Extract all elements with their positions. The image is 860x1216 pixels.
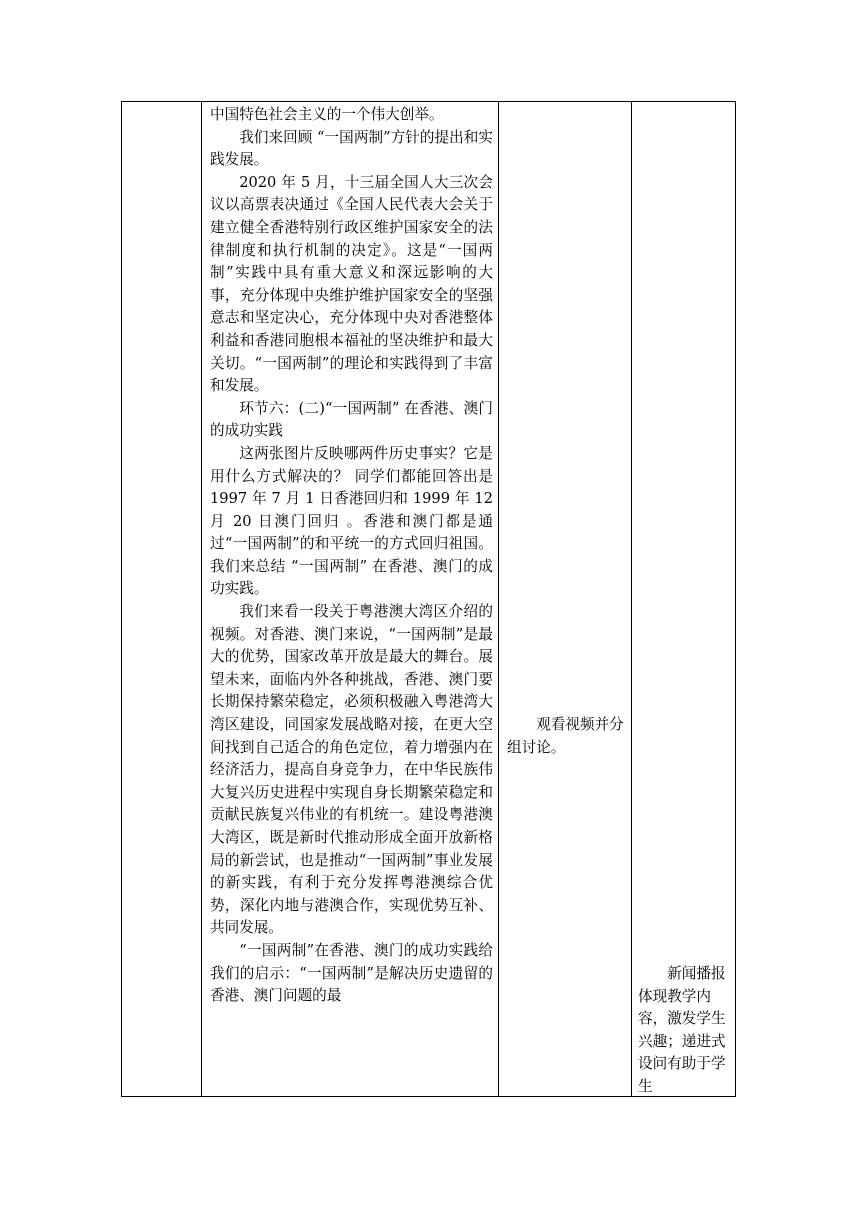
table-cell-design-intent [632, 102, 737, 1096]
process-paragraph: 这两张图片反映哪两件历史事实？它是用什么方式解决的？ 同学们都能回答出是 1997 年 7 月 1 日香港回归和 1999 年 12 月 20 日澳门回归 。香港和澳门都是通过“一国两制”的和平统一的方式回归祖国。我们来总结 “一国两制” 在香港、澳门的成功实践。 [210, 444, 493, 598]
design-intent-paragraph: 新闻播报体现教学内容，激发学生兴趣；递进式设问有助于学生 [638, 965, 726, 1095]
process-paragraph: 我们来看一段关于粤港澳大湾区介绍的视频。对香港、澳门来说，“一国两制”是最大的优势，国家改革开放是最大的舞台。展望未来，面临内外各种挑战，香港、澳门要长期保持繁荣稳定，必须积极融入粤港湾大湾区建设，同国家发展战略对接，在更大空间找到自己适合的角色定位，着力增强内在经济活力，提高自身竞争力，在中华民族伟大复兴历史进程中实现自身长期繁荣稳定和贡献民族复兴伟业的有机统一。建设粤港澳大湾区，既是新时代推动形成全面开放新格局的新尝试，也是推动“一国两制”事业发展的新实践，有利于充分发挥粤港澳综合优势，深化内地与港澳合作，实现优势互补、共同发展。 [210, 603, 493, 937]
process-paragraph: 我们来回顾 “一国两制”方针的提出和实践发展。 [210, 128, 493, 169]
lesson-plan-table [121, 101, 736, 1097]
process-paragraph: “一国两制”在香港、澳门的成功实践给我们的启示：“一国两制”是解决历史遗留的香港、澳门问题的最 [210, 941, 493, 1005]
table-cell-stage [122, 102, 202, 1096]
student-activity-paragraph: 观看视频并分组讨论。 [507, 716, 624, 756]
design-intent-text [638, 963, 734, 1099]
student-activity-text [507, 714, 627, 759]
process-paragraph: 2020 年 5 月，十三届全国人大三次会议以高票表决通过《全国人民代表大会关于建立健全香港特别行政区维护国家安全的法律制度和执行机制的决定》。这是“一国两制”实践中具有重大意义和深远影响的大事，充分体现中央维护维护国家安全的坚强意志和坚定决心，充分体现中央对香港整体利益和香港同胞根本福祉的坚决维护和最大关切。“一国两制”的理论和实践得到了丰富和发展。 [210, 173, 493, 395]
process-paragraph: 中国特色社会主义的一个伟大创举。 [210, 106, 444, 123]
process-paragraph: 环节六：(二)“一国两制” 在香港、澳门的成功实践 [210, 399, 493, 440]
teaching-process-text [210, 104, 493, 1008]
table-cell-student-activity [499, 102, 632, 1096]
table-cell-teaching-process [202, 102, 499, 1096]
